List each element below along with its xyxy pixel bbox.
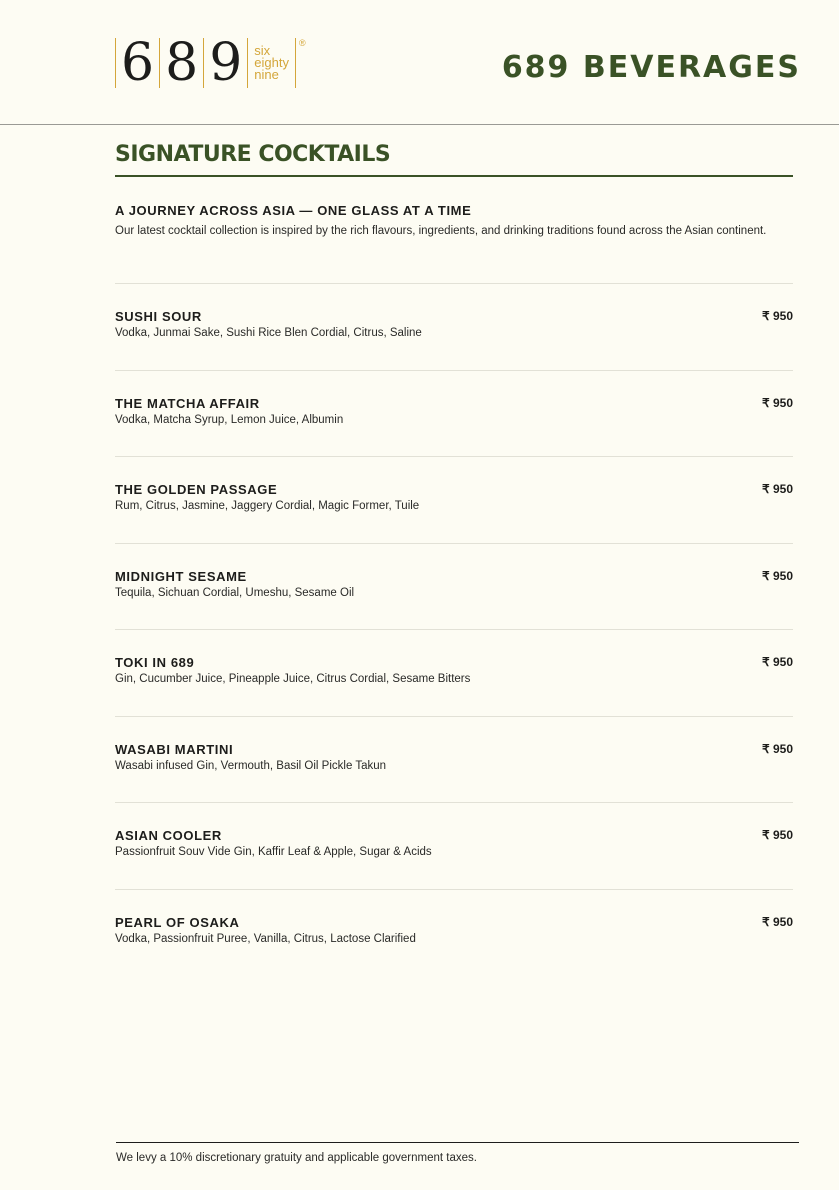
menu-item-description: Gin, Cucumber Juice, Pineapple Juice, Citrus Cordial, Sesame Bitters bbox=[115, 673, 471, 685]
menu-item-name: MIDNIGHT SESAME bbox=[115, 568, 247, 584]
registered-mark: ® bbox=[298, 38, 306, 48]
logo-digit: 6 bbox=[115, 38, 159, 88]
menu-item-name: SUSHI SOUR bbox=[115, 309, 202, 324]
menu-item bbox=[115, 456, 793, 543]
menu-item-description: Vodka, Matcha Syrup, Lemon Juice, Albumin bbox=[115, 413, 344, 426]
logo-digit: 9 bbox=[203, 38, 248, 88]
menu-item-name: THE MATCHA AFFAIR bbox=[115, 395, 260, 411]
menu-item bbox=[115, 543, 793, 630]
menu-item-description: Vodka, Junmai Sake, Sushi Rice Blen Cordial, Citrus, Saline bbox=[115, 327, 422, 339]
menu-item bbox=[115, 802, 793, 889]
menu-item bbox=[115, 889, 793, 976]
menu-item-price: ₹ 950 bbox=[762, 395, 793, 410]
menu-item-description: Vodka, Passionfruit Puree, Vanilla, Citrus, Lactose Clarified bbox=[115, 932, 416, 945]
menu-item-description: Tequila, Sichuan Cordial, Umeshu, Sesame Oil bbox=[115, 586, 355, 599]
logo-tagline-word: eighty bbox=[254, 55, 289, 70]
footer-note: We levy a 10% discretionary gratuity and applicable government taxes. bbox=[116, 1152, 477, 1164]
menu-item bbox=[115, 283, 793, 370]
menu-item bbox=[115, 629, 793, 716]
menu-item-price: ₹ 950 bbox=[762, 309, 793, 323]
menu-item-price: ₹ 950 bbox=[762, 828, 793, 842]
section-title: SIGNATURE COCKTAILS bbox=[115, 142, 793, 177]
menu-item-price: ₹ 950 bbox=[762, 655, 793, 669]
intro-text: Our latest cocktail collection is inspired by the rich flavours, ingredients, and drinking traditions found across the Asian continent. bbox=[115, 225, 767, 237]
menu-item-name: THE GOLDEN PASSAGE bbox=[115, 482, 278, 497]
menu-item-description: Rum, Citrus, Jasmine, Jaggery Cordial, Magic Former, Tuile bbox=[115, 500, 420, 512]
logo-tagline bbox=[248, 38, 296, 88]
menu-item-name: TOKI IN 689 bbox=[115, 655, 195, 670]
menu-item-price: ₹ 950 bbox=[762, 914, 793, 929]
menu-item bbox=[115, 370, 793, 457]
section-intro bbox=[115, 203, 793, 239]
menu-item-name: PEARL OF OSAKA bbox=[115, 914, 240, 930]
menu-item-price: ₹ 950 bbox=[762, 482, 793, 496]
menu-item-name: ASIAN COOLER bbox=[115, 828, 222, 843]
logo-tagline-word: six bbox=[254, 43, 271, 58]
page-header bbox=[0, 0, 839, 125]
menu-item-description: Passionfruit Souv Vide Gin, Kaffir Leaf & Apple, Sugar & Acids bbox=[115, 846, 432, 858]
menu-item-name: WASABI MARTINI bbox=[115, 741, 234, 757]
intro-title: A JOURNEY ACROSS ASIA — ONE GLASS AT A TIME bbox=[115, 203, 472, 218]
brand-title: 689 BEVERAGES bbox=[501, 50, 801, 85]
menu-item-price: ₹ 950 bbox=[762, 568, 793, 583]
menu-item-description: Wasabi infused Gin, Vermouth, Basil Oil Pickle Takun bbox=[115, 759, 387, 772]
logo-tagline-word: nine bbox=[254, 67, 279, 82]
logo-digit: 8 bbox=[159, 38, 203, 88]
footer-divider bbox=[116, 1142, 799, 1143]
menu-item-price: ₹ 950 bbox=[762, 741, 793, 756]
menu-item bbox=[115, 716, 793, 803]
brand-logo bbox=[115, 33, 306, 93]
